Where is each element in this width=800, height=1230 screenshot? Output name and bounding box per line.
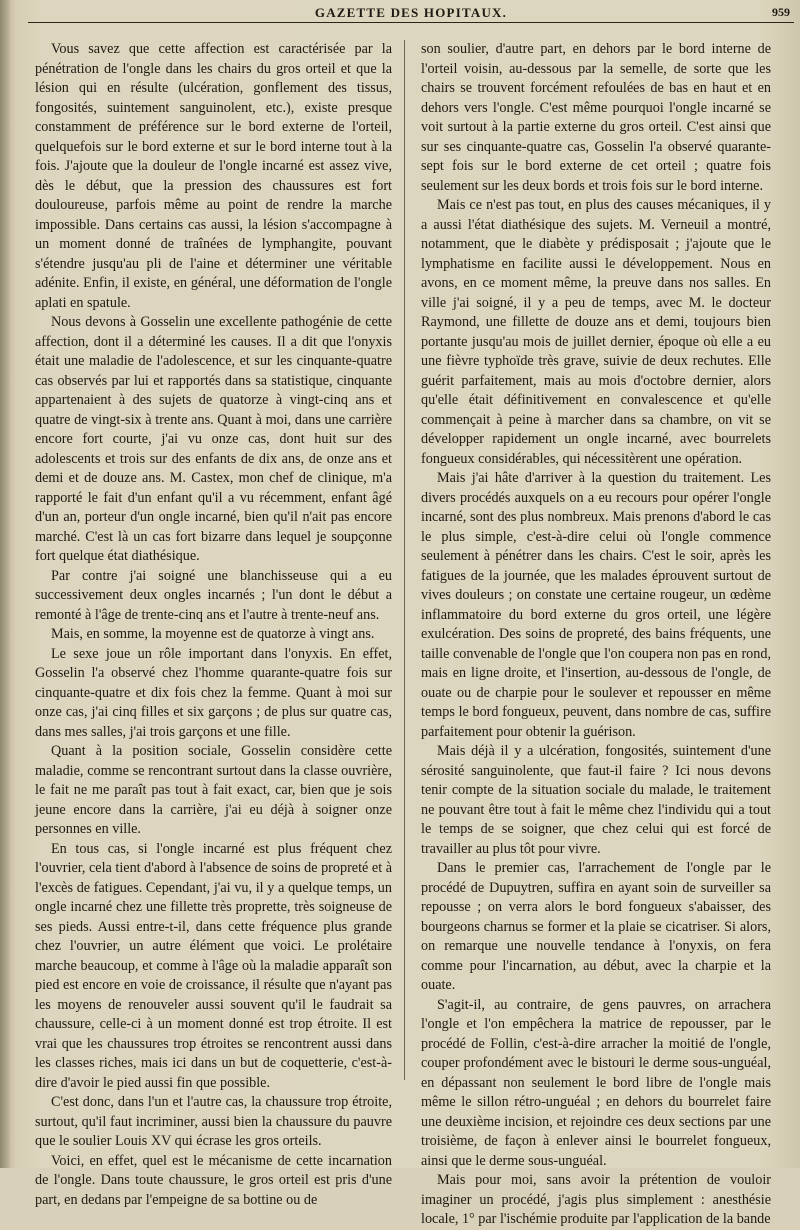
left-column: [35, 40, 392, 1210]
paragraph: Voici, en effet, quel est le mécanisme de cette incarnation de l'ongle. Dans toute chaussure, le gros orteil est pris d'une part, en dedans par l'empeigne de sa bottine ou de: [35, 1152, 392, 1208]
page-number: 959: [772, 5, 790, 19]
paragraph: Mais j'ai hâte d'arriver à la question du traitement. Les divers procédés auxquels on a eu recours pour opérer l'ongle incarné, sont des plus nombreux. Mais prenons d'abord le cas le plus simple, c'est-à-dire celui où l'ongle commence seulement à pénétrer dans les chairs. C'est le soir, après les fatigues de la journée, que les malades éprouvent surtout de vives douleurs ; on constate une certaine rougeur, un œdème inflammatoire du bord externe du gros orteil, une légère exulcération. Des soins de propreté, des bains fréquents, une taille convenable de l'ongle que l'on coupera non pas en rond, mais en ligne droite, et l'insertion, au-dessous de l'ongle, de ouate ou de charpie pour le soulever et repousser en même temps le bord fongueux, peuvent, dans nombre de cas, suffire parfaitement pour obtenir la guérison.: [421, 470, 771, 740]
paragraph: Le sexe joue un rôle important dans l'onyxis. En effet, Gosselin l'a observé chez l'homme quarante-quatre fois sur cinquante-quatre et dix fois chez la femme. Quant à moi sur onze cas, j'ai cinq filles et six garçons ; de plus sur quatre cas, dans mes salles, j'ai trois garçons et une fille.: [35, 645, 392, 740]
paragraph: Nous devons à Gosselin une excellente pathogénie de cette affection, dont il a déterminé les causes. Il a dit que l'onyxis était une maladie de l'adolescence, et sur les cinquante-quatre cas observés par lui et rapportés dans sa statistique, cinquante appartenaient à des sujets de quatorze à vingt-cinq ans et quatre de vingt-six à trente ans. Quant à moi, dans une carrière encore fort courte, j'ai vu onze cas, dont huit sur des adolescents et trois sur des enfants de dix ans, de onze ans et demi et de douze ans. M. Castex, mon chef de clinique, m'a rapporté le fait d'un enfant qu'il a vu récemment, enfant âgé d'un an, porteur d'un ongle incarné, bien qu'il n'ait pas encore marché. C'est là un cas fort bizarre dans lequel je soupçonne fort quelque état diathésique.: [35, 314, 392, 564]
binding-edge: [0, 0, 10, 1168]
paragraph: Vous savez que cette affection est caractérisée par la pénétration de l'ongle dans les chairs du gros orteil et que la lésion qui en résulte (ulcération, gonflement des tissus, fongosités, suintement sanguinolent, etc.), existe presque constamment de préférence sur le bord externe de l'orteil, quelquefois sur le bord externe et sur le bord interne tout à la fois. J'ajoute que la douleur de l'ongle incarné est assez vive, dès le début, que la pression des chaussures est fort douloureuse, parfois même au point de rendre la marche impossible. Dans certains cas aussi, la lésion s'accompagne à un moment donné de traînées de lymphangite, pouvant s'étendre jusqu'au pli de l'aine et déterminer une véritable adénite. Enfin, il existe, en général, une déformation de l'ongle aplati en spatule.: [35, 41, 392, 311]
page-header: [28, 2, 794, 23]
paragraph: Quant à la position sociale, Gosselin considère cette maladie, comme se rencontrant surtout dans la classe ouvrière, le fait ne me paraît pas tout à fait exact, car, bien que je sois jeune encore dans la carrière, j'ai eu déjà à soigner onze personnes en ville.: [35, 743, 392, 837]
journal-title: GAZETTE DES HOPITAUX.: [314, 5, 508, 20]
paragraph: C'est donc, dans l'un et l'autre cas, la chaussure trop étroite, surtout, qu'il faut incriminer, aussi bien la chaussure du pauvre que le soulier Louis XV qui écrase les gros orteils.: [35, 1094, 392, 1149]
paragraph: Mais, en somme, la moyenne est de quatorze à vingt ans.: [51, 626, 375, 642]
paragraph: Dans le premier cas, l'arrachement de l'ongle par le procédé de Dupuytren, suffira en ayant soin de surveiller sa repousse ; on verra alors le bord fongueux s'abaisser, des bourgeons charnus se former et la plaie se cicatriser. Si alors, on remarque une nouvelle tendance à l'onyxis, on fera comme pour l'incarnation, au début, avec la charpie et la ouate.: [421, 860, 771, 993]
right-column: [421, 40, 771, 1230]
paragraph: Par contre j'ai soigné une blanchisseuse qui a eu successivement deux ongles incarnés ; l'un dont le début a remonté à l'âge de trente-cinq ans et l'autre à trente-neuf ans.: [35, 567, 392, 623]
paragraph: S'agit-il, au contraire, de gens pauvres, on arrachera l'ongle et l'on empêchera la matrice de repousser, par le procédé de Follin, c'est-à-dire arracher la moitié de l'ongle, couper profondément avec le bistouri le derme sous-unguéal, en dépassant non seulement le bord libre de l'ongle mais même le sillon rétro-unguéal ; en dehors du bourrelet faire une deuxième incision, et rejoindre ces deux sections par une troisième, de façon à enlever ainsi le bourrelet fongueux, ainsi que le derme sous-unguéal.: [421, 996, 771, 1169]
paragraph: Mais déjà il y a ulcération, fongosités, suintement d'une sérosité sanguinolente, que faut-il faire ? Ici nous devons tenir compte de la situation sociale du malade, le traitement ne pouvant être tout à fait le même chez l'individu qui a tout le temps de se soigner, que chez celui qui est forcé de travailler au plus tôt pour vivre.: [421, 743, 771, 857]
paragraph: Mais ce n'est pas tout, en plus des causes mécaniques, il y a aussi l'état diathésique des sujets. M. Verneuil a montré, notamment, que le diabète y prédisposait ; j'ajoute que le lymphatisme en facilite aussi le développement. Nous en avons, en ce moment même, la preuve dans nos salles. En ville j'ai soigné, il y a peu de temps, avec M. le docteur Raymond, une fillette de douze ans et demi, toujours bien portante jusqu'au mois de juillet dernier, époque où elle a eu une fièvre typhoïde très grave, suivie de deux rechutes. Elle guérit parfaitement, mais au mois d'octobre dernier, alors qu'elle était définitivement en convalescence et qu'elle commençait à peine à marcher dans sa chambre, on vit se développer rapidement un ongle incarné, avec bourrelets fongueux considérables, qui nécessitèrent une opération.: [421, 197, 771, 467]
paragraph: Mais pour moi, sans avoir la prétention de vouloir imaginer un procédé, j'agis plus simplement : anesthésie locale, 1° par l'ischémie produite par l'application de la bande: [421, 1172, 771, 1227]
paragraph: son soulier, d'autre part, en dehors par le bord interne de l'orteil voisin, au-dessous par la semelle, de sorte que les chairs se trouvent forcément refoulées de bas en haut et en dehors vers l'ongle. C'est même pourquoi l'ongle incarné se voit surtout à la partie externe du gros orteil. C'est ainsi que sur ses cinquante-quatre cas, Gosselin l'a observé quarante-sept fois sur le bord externe de cet orteil ; quatre fois seulement sur les deux bords et trois fois sur le bord interne.: [421, 41, 771, 194]
column-divider: [404, 40, 405, 1080]
paragraph: En tous cas, si l'ongle incarné est plus fréquent chez l'ouvrier, cela tient d'abord à l'absence de soins de propreté et à l'excès de fatigues. Cependant, j'ai vu, il y a quelque temps, un ongle incarné chez une fillette très proprette, très soigneuse de ses pieds. Aussi entre-t-il, dans cette fréquence plus grande chez l'ouvrier, un autre élément que voici. Le prolétaire marche beaucoup, et comme à l'âge où la maladie apparaît son pied est encore en voie de croissance, il résulte que n'ayant pas les moyens de renouveler aussi souvent qu'il le faudrait sa chaussure, celle-ci à un moment donné est trop étroite. Il est vrai que les chaussures trop étroites se rencontrent aussi dans les classes riches, mais ici dans un but de coquetterie, c'est-à-dire d'avoir le pied aussi fin que possible.: [35, 840, 392, 1091]
